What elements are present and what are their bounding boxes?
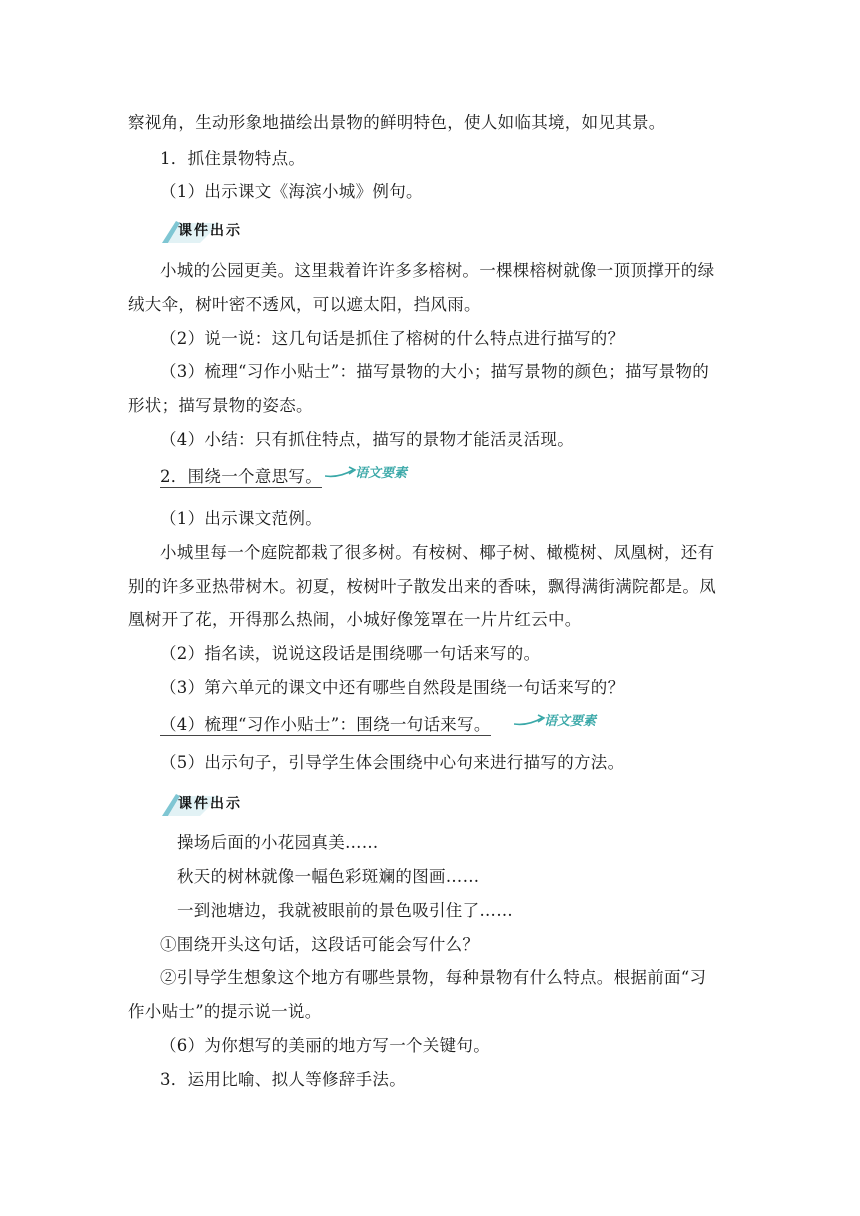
text-line: 小城里每一个庭院都栽了很多树。有桉树、椰子树、橄榄树、凤凰树，还有 [160,543,715,562]
text-line: （2）说一说：这几句话是抓住了榕树的什么特点进行描写的？ [160,329,625,348]
underlined-heading: 2．围绕一个意思写。 [160,467,322,486]
arrow-curve-icon [514,714,546,730]
text-line: 秋天的树林就像一幅色彩斑斓的图画…… [177,867,480,886]
text-line: ①围绕开头这句话，这段话可能会写什么？ [160,935,480,954]
text-line: （3）第六单元的课文中还有哪些自然段是围绕一句话来写的？ [160,678,625,697]
text-line: 作小贴士”的提示说一说。 [128,1002,322,1021]
text-line: 操场后面的小花园真美…… [177,833,379,852]
text-line: （1）出示课文范例。 [160,509,322,528]
text-line: （3）梳理“习作小贴士”：描写景物的大小；描写景物的颜色；描写景物的 [160,362,710,381]
section-heading [160,465,322,489]
section-heading: 3．运用比喻、拟人等修辞手法。 [160,1070,406,1089]
text-line: 小城的公园更美。这里栽着许许多多榕树。一棵棵榕树就像一顶顶撑开的绿 [160,261,715,280]
courseware-tag-label: 课件出示 [178,223,242,239]
arrow-curve-icon [325,466,357,482]
text-line: （2）指名读，说说这段话是围绕哪一句话来写的。 [160,644,541,663]
courseware-tag-label: 课件出示 [178,796,242,812]
text-line: ②引导学生想象这个地方有哪些景物，每种景物有什么特点。根据前面“习 [160,968,707,987]
text-line: 一到池塘边，我就被眼前的景色吸引住了…… [177,901,513,920]
text-line: （6）为你想写的美丽的地方写一个关键句。 [160,1036,490,1055]
text-line: 别的许多亚热带树木。初夏，桉树叶子散发出来的香味，飘得满街满院都是。凤 [128,577,716,596]
text-line: （4）小结：只有抓住特点，描写的景物才能活灵活现。 [160,430,574,449]
text-line: （5）出示句子，引导学生体会围绕中心句来进行描写的方法。 [160,753,625,772]
text-line: 绒大伞，树叶密不透风，可以遮太阳，挡风雨。 [128,295,481,314]
text-line [160,713,491,737]
language-element-label: 语文要素 [355,466,408,481]
text-line: 察视角，生动形象地描绘出景物的鲜明特色，使人如临其境，如见其景。 [128,113,666,132]
text-line: （1）出示课文《海滨小城》例句。 [160,182,423,201]
text-line: 凰树开了花，开得那么热闹，小城好像笼罩在一片片红云中。 [128,610,582,629]
courseware-tag [160,217,270,245]
section-heading: 1．抓住景物特点。 [160,149,306,168]
text-line: 形状；描写景物的姿态。 [128,396,313,415]
underlined-text: （4）梳理“习作小贴士”：围绕一句话来写。 [160,715,491,734]
language-element-label: 语文要素 [544,714,597,729]
courseware-tag [160,790,270,818]
